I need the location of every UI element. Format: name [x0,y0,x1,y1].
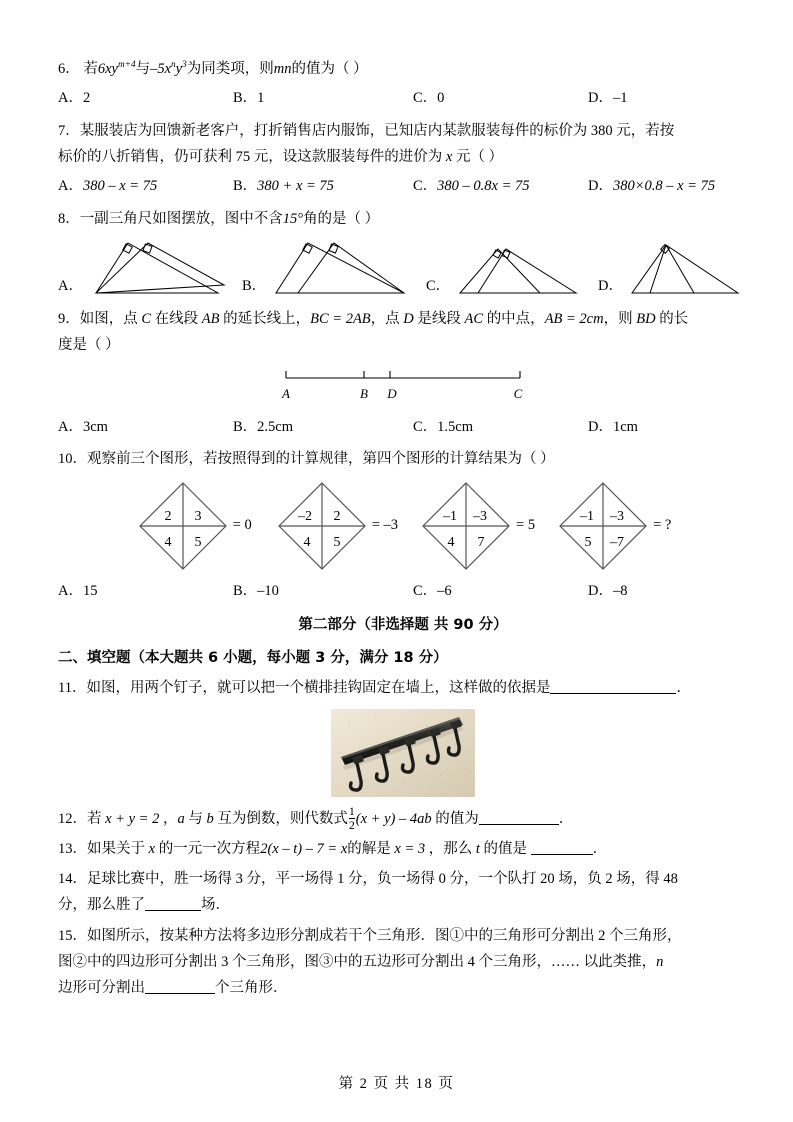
q8-triangle-figure-b[interactable] [272,237,412,299]
q9-label-a: A [282,385,290,401]
q15-line1: 如图所示，按某种方法将多边形分割成若干个三角形．图①中的三角形可分割出 2 个三角形， [87,927,682,944]
q13-var-x: x [148,840,156,857]
q10-d1-top-left: 2 [164,508,172,524]
q10-d1-result: = 0 [232,517,252,533]
question-11-photo-wrap [58,709,748,797]
q8-triangle-figure-c[interactable] [456,237,584,299]
q8-triangle-figure-d[interactable] [628,237,756,299]
question-9-line2: 度是（ ） [58,337,120,354]
q9-option-b[interactable]: B．2.5cm [233,418,294,435]
q6-tail: 的值为（ ） [291,61,368,77]
q14-number: 14． [58,871,87,888]
q6-option-a[interactable]: A．2 [58,90,91,107]
q9-seg-bd: BD [636,311,656,328]
wall-hook-rack-photo [331,709,475,797]
q8-stem-a: 一副三角尺如图摆放，图中不含 [79,210,283,227]
q7-line1: 某服装店为回馈新老客户，打折销售店内服饰，已知店内某款服装每件的标价为 380 元，若按 [79,122,675,139]
q11-text: 如图，用两个钉子，就可以把一个横排挂钩固定在墙上，这样做的依据是 [86,680,551,697]
q6-option-c[interactable]: C．0 [413,90,445,107]
q10-d4-bottom-left: 5 [584,534,592,550]
q10-option-b[interactable]: B．–10 [233,582,279,599]
q6-option-b[interactable]: B．1 [233,90,265,107]
q10-d4-top-right: –3 [610,508,625,524]
q10-diamond-svg-4 [555,478,651,574]
q10-d2-result: = –3 [371,517,399,533]
q8-fig-label-a[interactable]: A． [58,278,83,295]
q14-answer-blank[interactable] [145,910,201,911]
page-content [58,55,748,1004]
q12-number: 12． [58,810,87,827]
q6-number: 6． [58,61,80,77]
question-8 [58,205,748,233]
q7-line2a: 标价的八折销售，仍可获利 75 元，设这款服装每件的进价为 [58,149,446,166]
q10-stem: 观察前三个图形，若按照得到的计算规律，第四个图形的计算结果为（ ） [87,451,555,468]
page-footer: 第 2 页 共 18 页 [338,1076,455,1092]
q7-line2-var: x [445,149,453,166]
q9-label-c: C [513,385,523,401]
q9-option-a[interactable]: A．3cm [58,418,108,435]
q10-diamond-2 [274,478,398,574]
question-12: 12．若 x + y = 2 ，a 与 b 互为倒数，则代数式 $\frac{1}{2}$ (x + y) – 4ab 的值为 ． [58,803,574,832]
q6-expr2: $-5x^ny^3$ [150,60,187,77]
q10-d2-top-left: –2 [297,508,312,524]
question-14-line2: 分，那么胜了 场． [58,897,230,914]
q8-fig-label-d[interactable]: D． [598,278,623,295]
q8-fig-label-b[interactable]: B． [242,278,267,295]
q13-var-t: t [475,840,480,857]
q10-d2-bottom-right: 5 [333,534,341,550]
q10-d4-result: = ? [653,517,672,533]
question-8-figures [58,237,748,299]
q12-fraction: $\frac{1}{2}$ [348,803,355,832]
q9-label-b: B [360,385,368,401]
q10-d3-result: = 5 [516,517,536,533]
q7-option-a[interactable]: A．380 – x = 75 [58,178,158,195]
q8-number: 8． [58,210,80,227]
question-11: 11．如图，用两个钉子，就可以把一个横排挂钩固定在墙上，这样做的依据是 ． [58,680,691,697]
part-two-title: 第二部分（非选择题 共 90 分） [298,617,508,634]
q9-seg-ac: AC [464,311,484,328]
question-7-options [58,173,748,201]
q9-eq1: BC = 2AB [310,311,371,328]
q12-var-b: b [206,810,214,827]
q10-diamond-svg-1 [135,478,231,574]
q15-var-n: n [656,953,664,970]
q12-var-a: a [177,810,185,827]
q9-number: 9． [58,311,80,328]
q10-d4-top-left: –1 [580,508,595,524]
q6-mid: 与 [135,61,151,77]
q6-stem-suffix: 为同类项，则 [186,61,274,77]
question-15-line3: 边形可分割出 个三角形． [58,980,288,997]
q10-number: 10． [58,451,87,468]
q10-diamond-svg-2 [274,478,370,574]
question-9: 9．如图，点 C 在线段 AB 的延长线上，BC = 2AB，点 D 是线段 AC 的中点，AB = 2cm，则 BD 的长 [58,311,689,328]
question-6 [58,55,748,83]
q11-number: 11． [58,680,87,697]
q10-d3-bottom-left: 4 [447,534,455,550]
q6-variable: mn [273,61,292,77]
q9-option-d[interactable]: D．1cm [588,418,638,435]
question-10-figures [58,478,748,574]
q10-diamond-svg-3 [418,478,514,574]
q10-d1-bottom-right: 5 [194,534,202,550]
q9-segment-diagram [278,366,528,406]
q10-option-d[interactable]: D．–8 [588,582,628,599]
q12-eq1: x + y = 2 [105,810,160,827]
q10-diamond-4 [555,478,671,574]
q7-option-b[interactable]: B．380 + x = 75 [233,178,334,195]
q6-option-d[interactable]: D．–1 [588,90,628,107]
question-14 [58,865,748,893]
q7-option-d[interactable]: D．380×0.8 – x = 75 [588,178,716,195]
question-7 [58,117,748,145]
q8-triangle-figure-a[interactable] [88,237,228,299]
q11-answer-blank[interactable] [550,693,676,694]
q7-line2b: 元（ ） [452,149,504,166]
q15-number: 15． [58,927,87,944]
q13-number: 13． [58,840,87,857]
q10-d3-top-left: –1 [443,508,458,524]
q10-d3-bottom-right: 7 [477,534,485,550]
question-15-line2: 图②中的四边形可分割出 3 个三角形，图③中的五边形可分割出 4 个三角形，…… 以此类推，n [58,953,664,970]
section-heading-fill-in: 二、填空题（本大题共 6 小题，每小题 3 分，满分 18 分） [58,650,448,667]
question-9-figure-wrap [58,366,748,406]
question-9-options [58,414,748,442]
q12-answer-blank[interactable] [479,824,559,825]
question-10-options [58,578,748,606]
q7-number: 7． [58,122,80,139]
q10-option-c[interactable]: C．–6 [413,582,452,599]
q8-stem-b: 角的是（ ） [303,210,380,227]
q9-option-c[interactable]: C．1.5cm [413,418,474,435]
q6-expr1: $6xy^{m+4}$ [97,60,136,77]
q10-option-a[interactable]: A．15 [58,582,98,599]
q12-expr: (x + y) – 4ab [355,810,432,827]
q9-point-d: D [403,311,414,328]
question-15 [58,922,748,950]
q15-answer-blank[interactable] [145,993,215,994]
q10-d1-bottom-left: 4 [164,534,172,550]
q10-d4-bottom-right: –7 [610,534,625,550]
question-13: 13．如果关于 x 的一元一次方程2(x – t) – 7 = x的解是 x = 3 ，那么 t 的值是 ． [58,840,608,857]
q8-angle: 15° [282,210,304,227]
question-6-options [58,85,748,113]
q6-stem-prefix: 若 [83,61,98,77]
q9-seg-ab: AB [201,311,220,328]
q10-d2-bottom-left: 4 [303,534,311,550]
q9-label-d: D [387,385,397,401]
q9-point-c: C [141,311,152,328]
q13-answer-blank[interactable] [531,854,593,855]
q14-line1: 足球比赛中，胜一场得 3 分，平一场得 1 分，负一场得 0 分，一个队打 20 场，负 2 场，得 48 [87,871,678,888]
q9-eq2: AB = 2cm [544,311,604,328]
question-7-line2 [58,143,748,171]
q10-d2-top-right: 2 [333,508,341,524]
q13-equation: 2(x – t) – 7 = x [260,840,348,857]
q13-solution: x = 3 [394,840,426,857]
q10-d3-top-right: –3 [473,508,488,524]
q10-diamond-3 [418,478,535,574]
q7-option-c[interactable]: C．380 – 0.8x = 75 [413,178,530,195]
hook-rack-svg [331,709,475,797]
q10-diamond-1 [135,478,252,574]
q10-d1-top-right: 3 [194,508,202,524]
question-10 [58,445,748,473]
q8-fig-label-c[interactable]: C． [426,278,451,295]
